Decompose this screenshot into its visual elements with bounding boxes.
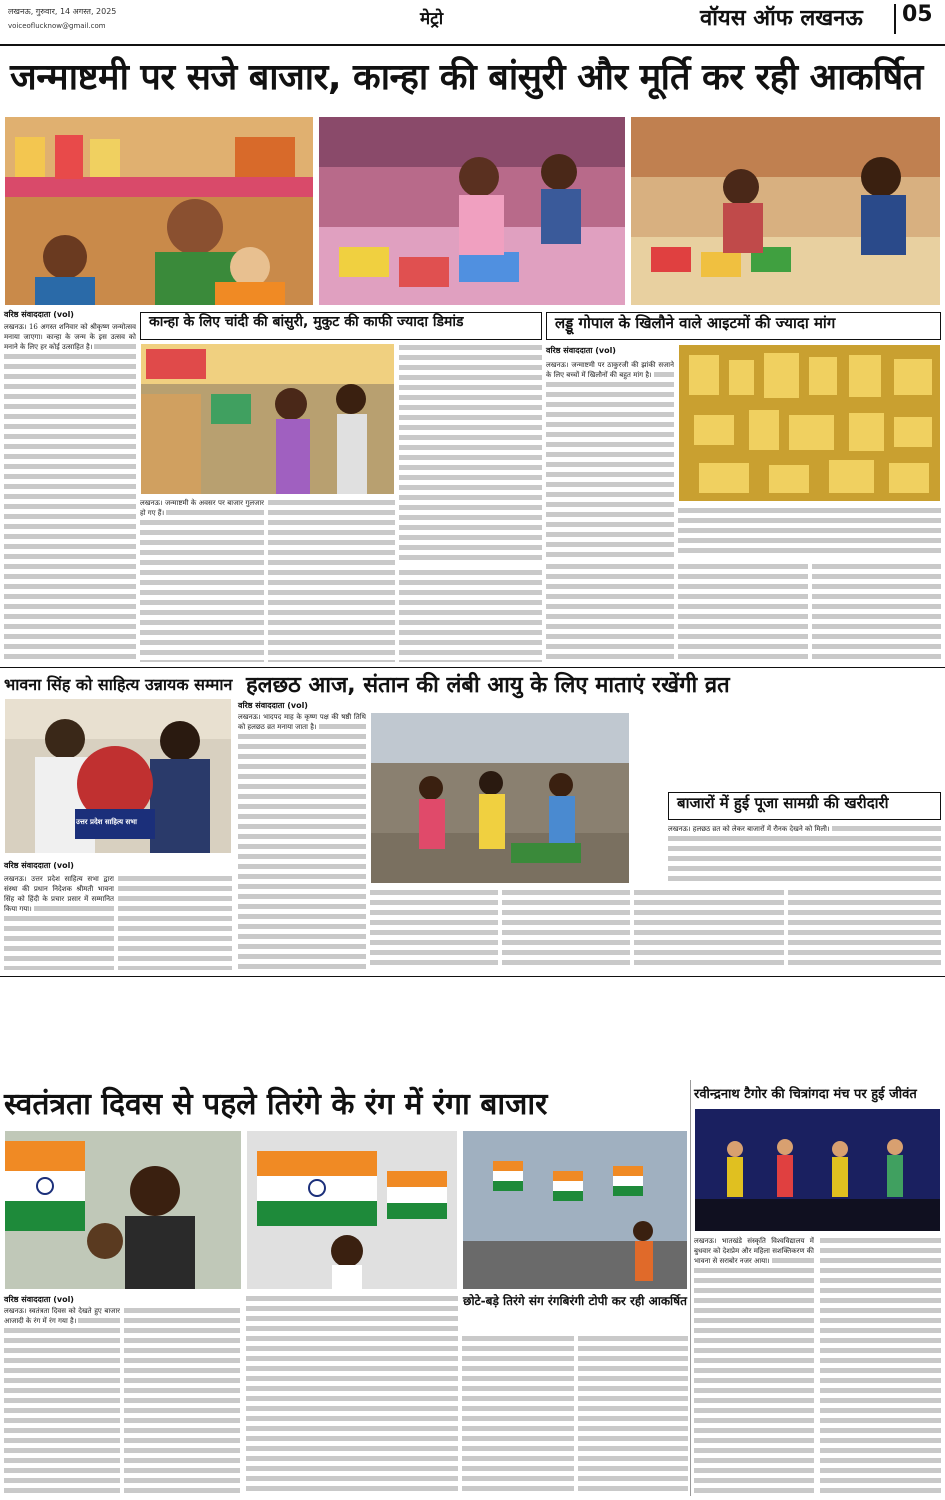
story1-column-2b: [268, 498, 395, 662]
market-photo-2: [318, 116, 626, 306]
section-divider-2: [0, 976, 945, 977]
story1-col-lead-2: लखनऊ। जन्माष्टमी के अवसर पर बाजार गुलजार हो गए हैं।: [140, 499, 264, 517]
story5-headline: स्वतंत्रता दिवस से पहले तिरंगे के रंग में रंगा बाजार: [4, 1087, 548, 1122]
laddu-gopal-toys-photo: [678, 344, 941, 502]
story2-column-2: [118, 874, 232, 970]
story5-column-4: [462, 1334, 574, 1496]
sub2-column-5: [812, 562, 941, 662]
sub2-byline: वरिष्ठ संवाददाता (vol): [546, 346, 616, 355]
story4-column-1: [668, 824, 941, 882]
masthead-divider: [894, 4, 896, 34]
award-photo: [4, 698, 232, 854]
sub2-box: [546, 312, 941, 340]
story3-byline: वरिष्ठ संवाददाता (vol): [238, 701, 308, 710]
sub1-headline: कान्हा के लिए चांदी की बांसुरी, मुकुट की काफी ज्यादा डिमांड: [149, 314, 464, 330]
story4-headline: बाजारों में हुई पूजा सामग्री की खरीदारी: [677, 794, 889, 812]
newspaper-brand: वॉयस ऑफ लखनऊ: [700, 6, 863, 31]
tricolor-photo-2: [246, 1130, 458, 1290]
story6-headline: रवीन्द्रनाथ टैगोर की चित्रांगदा मंच पर हुई जीवंत: [694, 1087, 917, 1102]
story3-column-2: [370, 888, 498, 970]
section-divider-1: [0, 667, 945, 668]
story4-column-2: [634, 888, 784, 970]
story5-column-1: [4, 1306, 120, 1496]
tricolor-photo-1: [4, 1130, 242, 1290]
story1-column-3b: [399, 568, 542, 662]
story5-subheadline: छोटे-बड़े तिरंगे संग रंगबिरंगी टोपी कर रही आकर्षित: [463, 1294, 687, 1308]
sub2-column-3: [546, 562, 674, 662]
story2-headline: भावना सिंह को साहित्य उन्नायक सम्मान: [4, 675, 233, 694]
story5-byline: वरिष्ठ संवाददाता (vol): [4, 1295, 74, 1304]
story4-box: [668, 792, 941, 820]
sub2-lead: लखनऊ। जन्माष्टमी पर ठाकुरजी की झांकी सजाने के लिए बच्चों में खिलौनों की बहुत मांग है।: [546, 361, 674, 379]
story2-column-1: [4, 874, 114, 970]
silver-flute-photo: [140, 343, 395, 495]
story5-column-3: [246, 1294, 458, 1496]
contact-email[interactable]: voiceoflucknow@gmail.com: [8, 22, 106, 30]
story6-column-2: [820, 1236, 941, 1496]
story4-column-3: [788, 888, 941, 970]
story4-lead: लखनऊ। हलछठ व्रत को लेकर बाजारों में रौनक देखने को मिली।: [668, 825, 830, 833]
story1-lead: लखनऊ। 16 अगस्त शनिवार को श्रीकृष्ण जन्मोत्सव मनाया जाएगा। कान्हा के जन्म के इस उत्सव को मनाने के लिए हर कोई उत्साहित है।: [4, 323, 136, 351]
story2-lead: लखनऊ। उत्तर प्रदेश साहित्य सभा द्वारा संस्था की प्रधान निदेशक श्रीमती भावना सिंह को हिंदी के प्रचार प्रसार में सम्मानित किया गया।: [4, 875, 114, 913]
story5-column-2: [124, 1306, 240, 1496]
story1-column-1: [4, 322, 136, 662]
story1-column-3: [399, 343, 542, 565]
column-rule: [690, 1080, 691, 1496]
market-photo-3: [630, 116, 941, 306]
masthead: [0, 0, 945, 46]
market-photo-1: [4, 116, 314, 306]
story5-lead: लखनऊ। स्वतंत्रता दिवस को देखते हुए बाजार आजादी के रंग में रंग गया है।: [4, 1307, 120, 1325]
story1-column-2a: [140, 498, 264, 662]
story2-byline: वरिष्ठ संवाददाता (vol): [4, 861, 74, 870]
dance-stage-photo: [694, 1108, 941, 1232]
story3-headline: हलछठ आज, संतान की लंबी आयु के लिए माताएं रखेंगी व्रत: [246, 673, 730, 698]
tricolor-photo-3: [462, 1130, 688, 1290]
sub2-column-1: [546, 360, 674, 558]
plaque-text: उत्तर प्रदेश साहित्य सभा: [76, 818, 137, 826]
story1-byline: वरिष्ठ संवाददाता (vol): [4, 310, 74, 319]
sub2-headline: लड्डू गोपाल के खिलौने वाले आइटमों की ज्यादा मांग: [555, 314, 836, 332]
story6-lead: लखनऊ। भातखंडे संस्कृति विश्वविद्यालय में बुधवार को देशप्रेम और महिला सशक्तिकरण की भावना से सराबोर नजर आया।: [694, 1237, 814, 1265]
section-name: मेट्रो: [420, 9, 444, 29]
story3-column-3: [502, 888, 630, 970]
sub1-box: [140, 312, 542, 340]
story5-sub-box: [462, 1294, 688, 1330]
main-headline: जन्माष्टमी पर सजे बाजार, कान्हा की बांसुरी और मूर्ति कर रही आकर्षित: [10, 57, 923, 98]
sub2-column-2: [678, 506, 941, 558]
sub2-column-4: [678, 562, 808, 662]
story3-lead: लखनऊ। भादपद माह के कृष्ण पक्ष की षष्ठी तिथि को हलछठ व्रत मनाया जाता है।: [238, 713, 366, 731]
story3-column-1: [238, 712, 366, 970]
halchhath-market-photo: [370, 712, 630, 884]
story6-column-1: [694, 1236, 814, 1496]
edition-date: लखनऊ, गुरुवार, 14 अगस्त, 2025: [8, 7, 117, 16]
story5-column-5: [578, 1334, 688, 1496]
page-number: 05: [902, 2, 933, 27]
